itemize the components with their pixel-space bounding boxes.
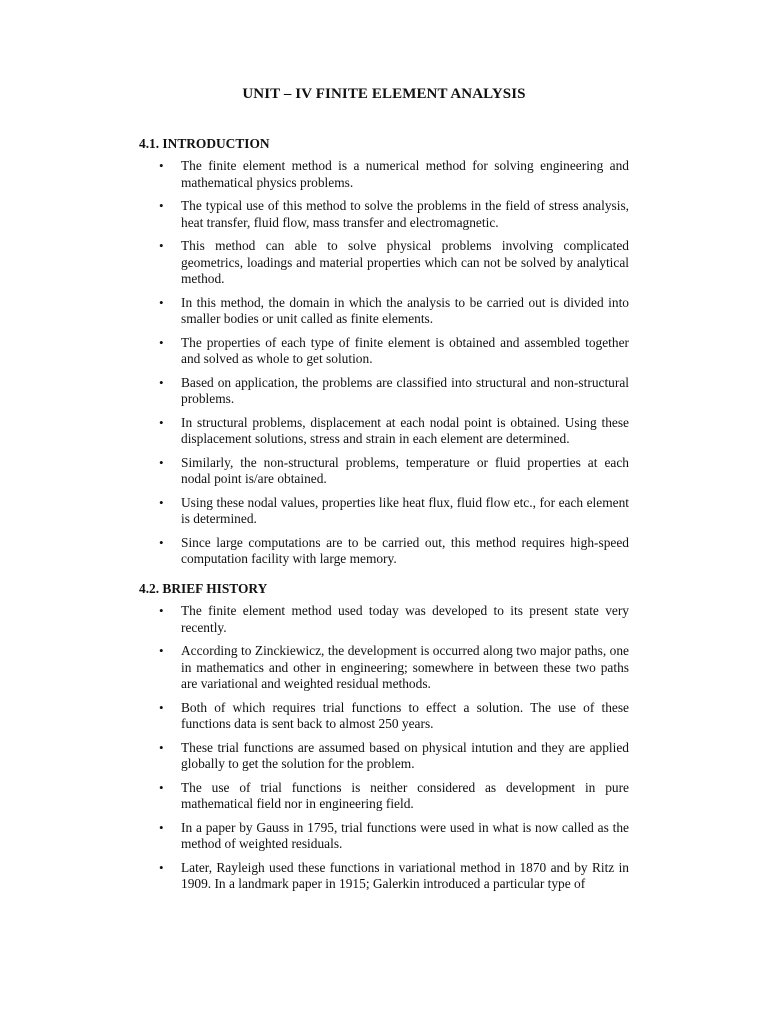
list-item-text: Since large computations are to be carried out, this method requires high-speed computation facility with large memory.	[181, 534, 629, 566]
bullet-icon: •	[159, 859, 164, 875]
bullet-icon: •	[159, 699, 164, 715]
list-item-text: The properties of each type of finite element is obtained and assembled together and solved as whole to get solution.	[181, 334, 629, 366]
list-item	[139, 603, 629, 636]
list-item	[139, 335, 629, 368]
list-item-text: The use of trial functions is neither considered as development in pure mathematical field nor in engineering field.	[181, 779, 629, 811]
bullet-list	[139, 158, 629, 568]
list-item-text: These trial functions are assumed based on physical intution and they are applied globally to get the solution for the problem.	[181, 739, 629, 771]
bullet-icon: •	[159, 198, 164, 213]
list-item	[139, 535, 629, 568]
list-item	[139, 820, 629, 853]
bullet-icon: •	[159, 158, 164, 173]
list-item-text: Based on application, the problems are classified into structural and non-structural problems.	[181, 374, 629, 406]
bullet-icon: •	[159, 374, 164, 390]
list-item	[139, 740, 629, 773]
section-brief-history	[139, 581, 629, 900]
list-item	[139, 295, 629, 328]
bullet-icon: •	[159, 779, 164, 795]
list-item	[139, 415, 629, 448]
list-item	[139, 700, 629, 733]
list-item-text: The typical use of this method to solve the problems in the field of stress analysis, heat transfer, fluid flow, mass transfer and electromagnetic.	[181, 198, 629, 230]
list-item	[139, 455, 629, 488]
page-title: UNIT – IV FINITE ELEMENT ANALYSIS	[242, 86, 526, 102]
bullet-icon: •	[159, 643, 164, 658]
bullet-icon: •	[159, 238, 164, 253]
list-item-text: Using these nodal values, properties like heat flux, fluid flow etc., for each element is determined.	[181, 494, 629, 526]
list-item	[139, 198, 629, 231]
section-introduction	[139, 136, 629, 575]
bullet-icon: •	[159, 414, 164, 430]
list-item	[139, 238, 629, 288]
list-item	[139, 860, 629, 893]
list-item	[139, 375, 629, 408]
list-item	[139, 780, 629, 813]
list-item-text: Similarly, the non-structural problems, temperature or fluid properties at each nodal point is/are obtained.	[181, 454, 629, 486]
bullet-list	[139, 603, 629, 893]
list-item-text: The finite element method is a numerical method for solving engineering and mathematical physics problems.	[181, 158, 629, 190]
list-item-text: In this method, the domain in which the analysis to be carried out is divided into smaller bodies or unit called as finite elements.	[181, 294, 629, 326]
list-item-text: The finite element method used today was developed to its present state very recently.	[181, 603, 629, 635]
bullet-icon: •	[159, 494, 164, 510]
list-item	[139, 495, 629, 528]
list-item-text: This method can able to solve physical problems involving complicated geometrics, loadings and material properties which can not be solved by analytical method.	[181, 238, 629, 286]
bullet-icon: •	[159, 739, 164, 755]
section-heading: 4.1. INTRODUCTION	[139, 136, 270, 151]
bullet-icon: •	[159, 534, 164, 550]
bullet-icon: •	[159, 603, 164, 618]
list-item	[139, 643, 629, 693]
bullet-icon: •	[159, 334, 164, 350]
bullet-icon: •	[159, 454, 164, 470]
list-item-text: According to Zinckiewicz, the development is occurred along two major paths, one in mathematics and other in engineering; somewhere in between these two paths are variational and weighted residual methods.	[181, 643, 629, 691]
list-item-text: Both of which requires trial functions to effect a solution. The use of these functions data is sent back to almost 250 years.	[181, 699, 629, 731]
list-item-text: In structural problems, displacement at each nodal point is obtained. Using these displacement solutions, stress and strain in each element are determined.	[181, 414, 629, 446]
bullet-icon: •	[159, 294, 164, 310]
list-item-text: Later, Rayleigh used these functions in variational method in 1870 and by Ritz in 1909. In a landmark paper in 1915; Galerkin introduced a particular type of	[181, 859, 629, 891]
bullet-icon: •	[159, 819, 164, 835]
section-heading: 4.2. BRIEF HISTORY	[139, 581, 268, 596]
list-item	[139, 158, 629, 191]
list-item-text: In a paper by Gauss in 1795, trial functions were used in what is now called as the method of weighted residuals.	[181, 819, 629, 851]
